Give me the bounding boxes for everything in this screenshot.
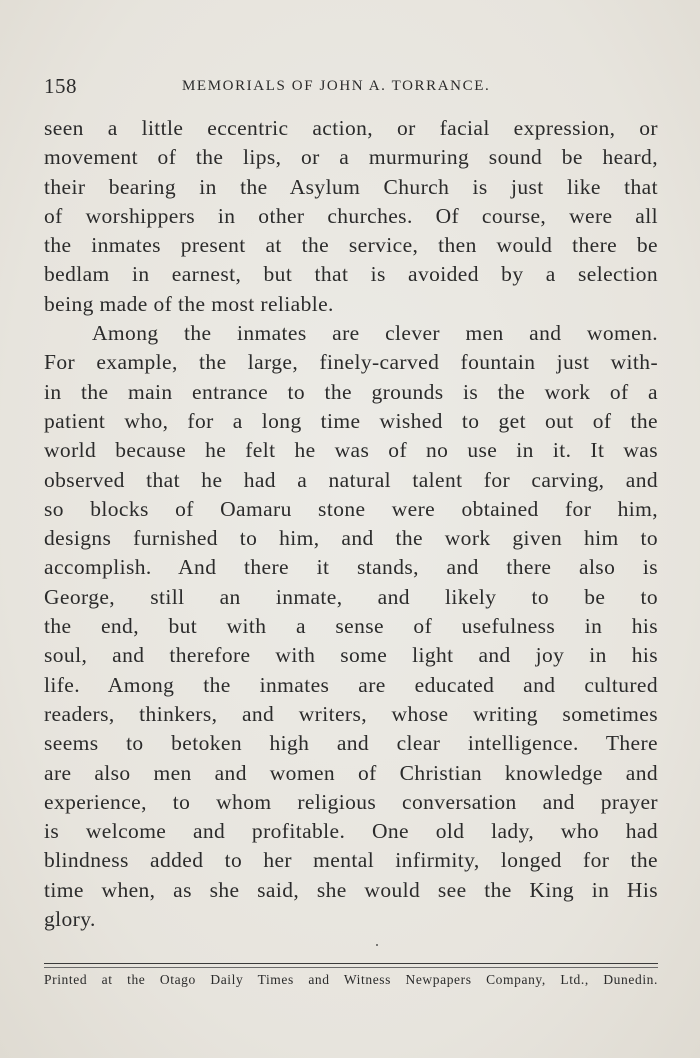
- stray-dot: [376, 944, 378, 946]
- text-line: so blocks of Oamaru stone were obtained for him,: [44, 496, 658, 521]
- text-line: are also men and women of Christian knowledge and: [44, 760, 658, 785]
- text-line: George, still an inmate, and likely to be to: [44, 584, 658, 609]
- text-line: the inmates present at the service, then would there be: [44, 233, 658, 258]
- footer-rule: [44, 963, 658, 964]
- text-line: observed that he had a natural talent for carving, and: [44, 467, 658, 492]
- running-title: MEMORIALS OF JOHN A. TORRANCE.: [182, 78, 491, 94]
- text-line: in the main entrance to the grounds is the work of a: [44, 379, 658, 404]
- text-line: their bearing in the Asylum Church is just like that: [44, 174, 658, 199]
- text-line: world because he felt he was of no use in it. It was: [44, 438, 658, 463]
- paragraph-end-line: glory.: [44, 907, 96, 932]
- text-line: designs furnished to him, and the work given him to: [44, 526, 658, 551]
- text-line: bedlam in earnest, but that is avoided by a selection: [44, 262, 658, 287]
- text-line: time when, as she said, she would see the King in His: [44, 877, 658, 902]
- running-head: [44, 74, 658, 100]
- text-line: blindness added to her mental infirmity, longed for the: [44, 848, 658, 873]
- paragraph-start-line: Among the inmates are clever men and women.: [92, 321, 658, 346]
- text-line: accomplish. And there it stands, and there also is: [44, 555, 658, 580]
- text-line: soul, and therefore with some light and joy in his: [44, 643, 658, 668]
- text-line: readers, thinkers, and writers, whose writing sometimes: [44, 701, 658, 726]
- text-line: experience, to whom religious conversation and prayer: [44, 789, 658, 814]
- text-line: movement of the lips, or a murmuring sound be heard,: [44, 145, 658, 170]
- text-line: seen a little eccentric action, or facial expression, or: [44, 116, 658, 140]
- printer-imprint: Printed at the Otago Daily Times and Witness Newpapers Company, Ltd., Dunedin.: [44, 972, 658, 987]
- footer-rule-thin: [44, 967, 658, 968]
- text-line: seems to betoken high and clear intelligence. There: [44, 731, 658, 756]
- paragraph-end-line: being made of the most reliable.: [44, 291, 334, 316]
- text-line: For example, the large, finely-carved fountain just with-: [44, 350, 658, 375]
- text-line: the end, but with a sense of usefulness in his: [44, 614, 658, 639]
- text-line: is welcome and profitable. One old lady, who had: [44, 819, 658, 844]
- text-line: of worshippers in other churches. Of course, were all: [44, 203, 658, 228]
- text-line: patient who, for a long time wished to get out of the: [44, 408, 658, 433]
- body-text: [44, 114, 658, 934]
- page-number: 158: [44, 74, 77, 98]
- text-line: life. Among the inmates are educated and cultured: [44, 672, 658, 697]
